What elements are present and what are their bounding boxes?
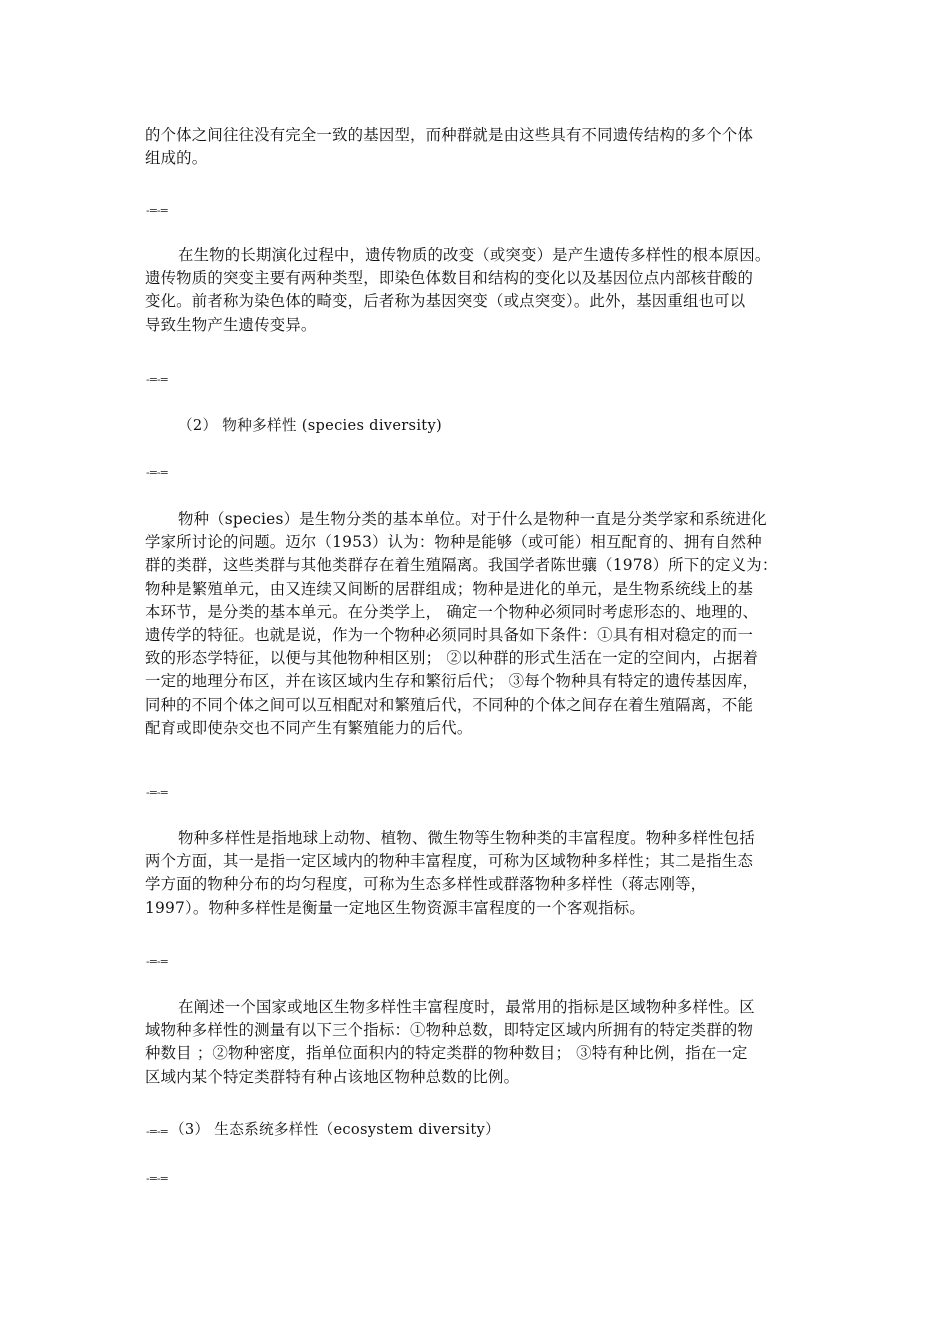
text-line: 遗传学的特征。也就是说，作为一个物种必须同时具备如下条件：①具有相对稳定的而一 xyxy=(145,626,754,645)
text-line: 物种多样性是指地球上动物、植物、微生物等生物种类的丰富程度。物种多样性包括 xyxy=(178,829,755,847)
section-heading-species-diversity: （2） 物种多样性 (species diversity) xyxy=(178,417,443,434)
text-line: 导致生物产生遗传变异。 xyxy=(145,315,317,334)
text-line: 配育或即使杂交也不同产生有繁殖能力的后代。 xyxy=(145,718,473,737)
text-line: 域物种多样性的测量有以下三个指标：①物种总数，即特定区域内所拥有的特定类群的物 xyxy=(145,1021,754,1040)
separator-mark: -=-= xyxy=(146,1125,168,1138)
text-line: 在生物的长期演化过程中，遗传物质的改变（或突变）是产生遗传多样性的根本原因。 xyxy=(178,246,771,264)
text-line: 遗传物质的突变主要有两种类型，即染色体数目和结构的变化以及基因位点内部核苷酸的 xyxy=(145,269,754,288)
text-line: 的个体之间往往没有完全一致的基因型，而种群就是由这些具有不同遗传结构的多个个体 xyxy=(145,126,754,144)
text-line: 组成的。 xyxy=(145,149,208,168)
separator-mark: -=-= xyxy=(146,786,168,799)
text-line: 物种（species）是生物分类的基本单位。对于什么是物种一直是分类学家和系统进化 xyxy=(178,510,767,528)
text-line: 种数目 ；②物种密度，指单位面积内的特定类群的物种数目； ③特有种比例，指在一定 xyxy=(145,1044,748,1063)
text-line: 在阐述一个国家或地区生物多样性丰富程度时，最常用的指标是区域物种多样性。区 xyxy=(178,998,755,1016)
paragraph-regional-species-diversity xyxy=(145,996,810,1089)
paragraph-genotype xyxy=(145,124,810,170)
text-line: 学方面的物种分布的均匀程度，可称为生态多样性或群落物种多样性（蒋志刚等， xyxy=(145,875,707,894)
paragraph-species-diversity-meaning xyxy=(145,827,810,920)
text-line: 两个方面，其一是指一定区域内的物种丰富程度，可称为区域物种多样性；其二是指生态 xyxy=(145,852,754,871)
text-line: 同种的不同个体之间可以互相配对和繁殖后代，不同种的个体之间存在着生殖隔离，不能 xyxy=(145,695,754,714)
section-heading-ecosystem-diversity: （3） 生态系统多样性（ecosystem diversity） xyxy=(170,1121,500,1138)
text-line: 学家所讨论的问题。迈尔（1953）认为：物种是能够（或可能）相互配育的、拥有自然种 xyxy=(145,533,762,552)
separator-mark: -=-= xyxy=(146,204,168,217)
text-line: 本环节，是分类的基本单元。在分类学上， 确定一个物种必须同时考虑形态的、地理的、 xyxy=(145,602,759,621)
separator-mark: -=-= xyxy=(146,466,168,479)
separator-mark: -=-= xyxy=(146,373,168,386)
text-line: 1997）。物种多样性是衡量一定地区生物资源丰富程度的一个客观指标。 xyxy=(145,898,645,917)
text-line: 物种是繁殖单元，由又连续又间断的居群组成；物种是进化的单元，是生物系统线上的基 xyxy=(145,579,754,598)
text-line: 一定的地理分布区，并在该区域内生存和繁衍后代； ③每个物种具有特定的遗传基因库， xyxy=(145,672,759,691)
separator-mark: -=-= xyxy=(146,1172,168,1185)
text-line: 致的形态学特征，以便与其他物种相区别； ②以种群的形式生活在一定的空间内，占据着 xyxy=(145,649,759,668)
text-line: 群的类群，这些类群与其他类群存在着生殖隔离。我国学者陈世骧（1978）所下的定义为： xyxy=(145,556,778,575)
paragraph-genetic-mutation xyxy=(145,244,810,337)
text-line: 变化。前者称为染色体的畸变，后者称为基因突变（或点突变）。此外，基因重组也可以 xyxy=(145,292,746,311)
text-line: 区域内某个特定类群特有种占该地区物种总数的比例。 xyxy=(145,1067,520,1086)
separator-mark: -=-= xyxy=(146,955,168,968)
paragraph-species-definition xyxy=(145,508,810,740)
